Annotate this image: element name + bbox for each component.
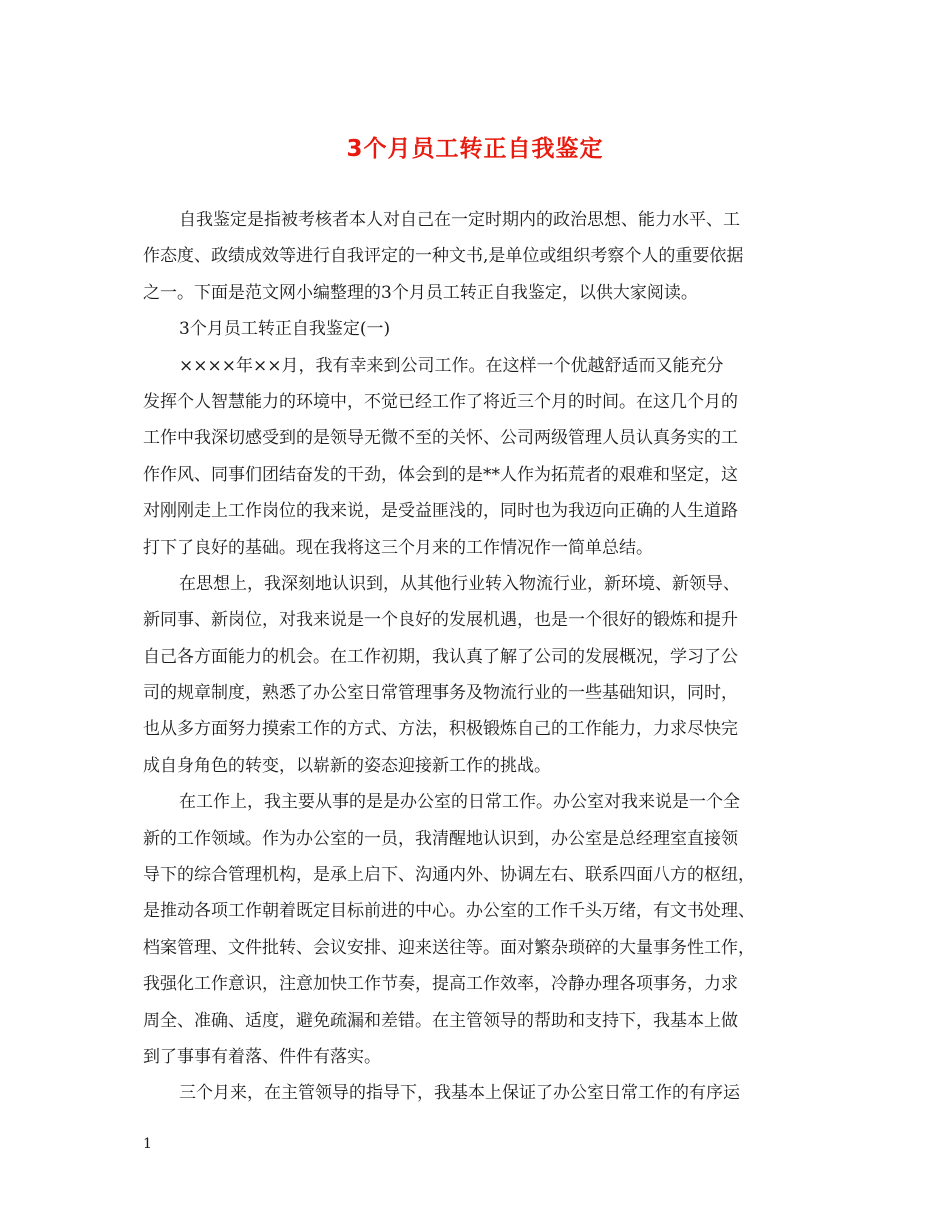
text-line: 我强化工作意识，注意加快工作节奏，提高工作效率，冷静办理各项事务，力求 <box>143 974 738 995</box>
text-line: 工作中我深切感受到的是领导无微不至的关怀、公司两级管理人员认真务实的工 <box>143 428 738 449</box>
text-line: 到了事事有着落、件件有落实。 <box>143 1046 381 1067</box>
text-line: 司的规章制度，熟悉了办公室日常管理事务及物流行业的一些基础知识，同时， <box>143 683 738 704</box>
text-line: 3个月员工转正自我鉴定(一) <box>179 319 391 340</box>
page-number: 1 <box>143 1136 152 1152</box>
text-line: 自我鉴定是指被考核者本人对自己在一定时期内的政治思想、能力水平、工 <box>179 210 740 230</box>
text-line: 自己各方面能力的机会。在工作初期，我认真了解了公司的发展概况，学习了公 <box>143 646 738 667</box>
text-line: 在工作上，我主要从事的是是办公室的日常工作。办公室对我来说是一个全 <box>179 792 740 813</box>
text-line: 之一。下面是范文网小编整理的3个月员工转正自我鉴定，以供大家阅读。 <box>143 282 698 303</box>
text-line: 打下了良好的基础。现在我将这三个月来的工作情况作一简单总结。 <box>143 537 653 558</box>
text-line: 发挥个人智慧能力的环境中，不觉已经工作了将近三个月的时间。在这几个月的 <box>143 391 738 412</box>
text-line: 成自身角色的转变，以崭新的姿态迎接新工作的挑战。 <box>143 755 551 776</box>
text-line: 对刚刚走上工作岗位的我来说，是受益匪浅的，同时也为我迈向正确的人生道路 <box>143 501 738 522</box>
text-line: 是推动各项工作朝着既定目标前进的中心。办公室的工作千头万绪，有文书处理、 <box>143 901 755 922</box>
text-line: 档案管理、文件批转、会议安排、迎来送往等。面对繁杂琐碎的大量事务性工作， <box>143 937 755 958</box>
text-line: 导下的综合管理机构，是承上启下、沟通内外、协调左右、联系四面八方的枢纽， <box>143 865 755 886</box>
text-line: 周全、准确、适度，避免疏漏和差错。在主管领导的帮助和支持下，我基本上做 <box>143 1010 738 1031</box>
text-line: 作态度、政绩成效等进行自我评定的一种文书,是单位或组织考察个人的重要依据 <box>143 246 744 267</box>
text-line: 在思想上，我深刻地认识到，从其他行业转入物流行业，新环境、新领导、 <box>179 573 740 594</box>
document-body <box>143 202 823 1112</box>
text-line: ××××年××月，我有幸来到公司工作。在这样一个优越舒适而又能充分 <box>179 355 724 376</box>
text-line: 也从多方面努力摸索工作的方式、方法，积极锻炼自己的工作能力，力求尽快完 <box>143 719 738 740</box>
text-line: 新同事、新岗位，对我来说是一个良好的发展机遇，也是一个很好的锻炼和提升 <box>143 610 738 631</box>
text-line: 三个月来，在主管领导的指导下，我基本上保证了办公室日常工作的有序运 <box>179 1083 740 1104</box>
text-line: 新的工作领域。作为办公室的一员，我清醒地认识到，办公室是总经理室直接领 <box>143 828 738 849</box>
document-title: 3个月员工转正自我鉴定 <box>346 136 604 162</box>
text-line: 作作风、同事们团结奋发的干劲，体会到的是**人作为拓荒者的艰难和坚定，这 <box>143 464 738 485</box>
